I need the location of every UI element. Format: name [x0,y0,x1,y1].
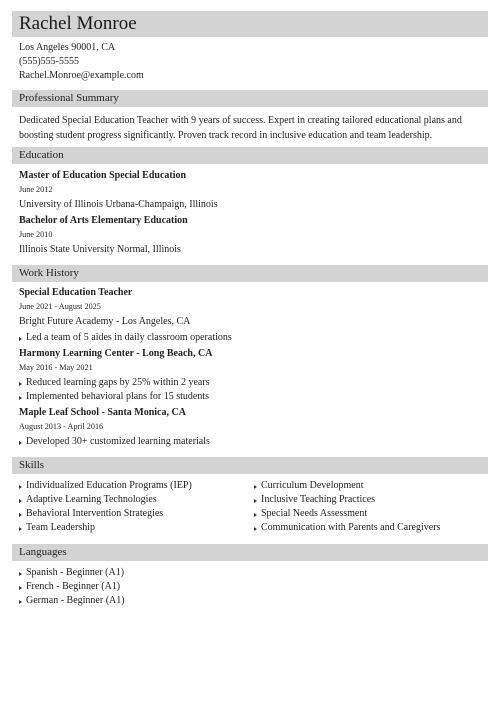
education-entry [19,214,484,257]
section-header-skills [12,457,488,474]
skills-list [254,479,484,535]
job-entry [19,347,484,404]
skills-list [19,479,249,535]
education-date: June 2010 [19,230,53,239]
list-item: Reduced learning gaps by 25% within 2 years [19,376,484,390]
section-title: Languages [19,546,67,558]
job-title: Special Education Teacher [19,287,133,298]
list-item: Adaptive Learning Technologies [19,493,249,507]
list-item: French - Beginner (A1) [19,580,484,594]
list-item: Team Leadership [19,521,249,535]
list-item: Behavioral Intervention Strategies [19,507,249,521]
name-header [12,11,488,37]
job-entry [19,286,484,345]
education-date: June 2012 [19,185,53,194]
section-header-work [12,265,488,282]
job-title: Maple Leaf School - Santa Monica, CA [19,407,186,418]
list-item: German - Beginner (A1) [19,594,484,608]
job-title: Harmony Learning Center - Long Beach, CA [19,348,213,359]
address: Los Angeles 90001, CA [19,42,116,53]
section-title: Work History [19,267,79,279]
section-title: Professional Summary [19,92,119,104]
list-item: Implemented behavioral plans for 15 students [19,390,484,404]
languages-list [19,566,484,608]
phone: (555)555-5555 [19,56,79,67]
job-bullets [19,435,484,449]
list-item: Special Needs Assessment [254,507,484,521]
skills-column-right [254,479,484,535]
job-dates: June 2021 - August 2025 [19,302,101,311]
job-bullets [19,376,484,404]
section-header-education [12,147,488,164]
list-item: Individualized Education Programs (IEP) [19,479,249,493]
list-item: Developed 30+ customized learning materials [19,435,484,449]
contact-info [19,41,144,83]
section-header-languages [12,544,488,561]
list-item: Curriculum Development [254,479,484,493]
education-entry [19,169,484,212]
job-dates: May 2016 - May 2021 [19,363,93,372]
section-title: Skills [19,459,45,471]
list-item: Inclusive Teaching Practices [254,493,484,507]
list-item: Spanish - Beginner (A1) [19,566,484,580]
section-header-summary [12,90,488,107]
summary-text: Dedicated Special Education Teacher with 9 years of success. Expert in creating tailored educational plans and boosting student progress significantly. Proven track record in inclusive education and team leadership. [19,115,462,141]
job-entry [19,406,484,449]
email: Rachel.Monroe@example.com [19,70,144,81]
list-item: Communication with Parents and Caregivers [254,521,484,535]
section-title: Education [19,149,64,161]
employer: Bright Future Academy - Los Angeles, CA [19,316,191,327]
list-item: Led a team of 5 aides in daily classroom operations [19,331,484,345]
school: Illinois State University Normal, Illinois [19,244,181,255]
degree: Bachelor of Arts Elementary Education [19,215,188,226]
job-bullets [19,331,484,345]
candidate-name: Rachel Monroe [19,13,137,34]
job-dates: August 2013 - April 2016 [19,422,104,431]
skills-column-left [19,479,249,535]
languages-section [19,566,484,608]
degree: Master of Education Special Education [19,170,187,181]
school: University of Illinois Urbana-Champaign, Illinois [19,199,218,210]
